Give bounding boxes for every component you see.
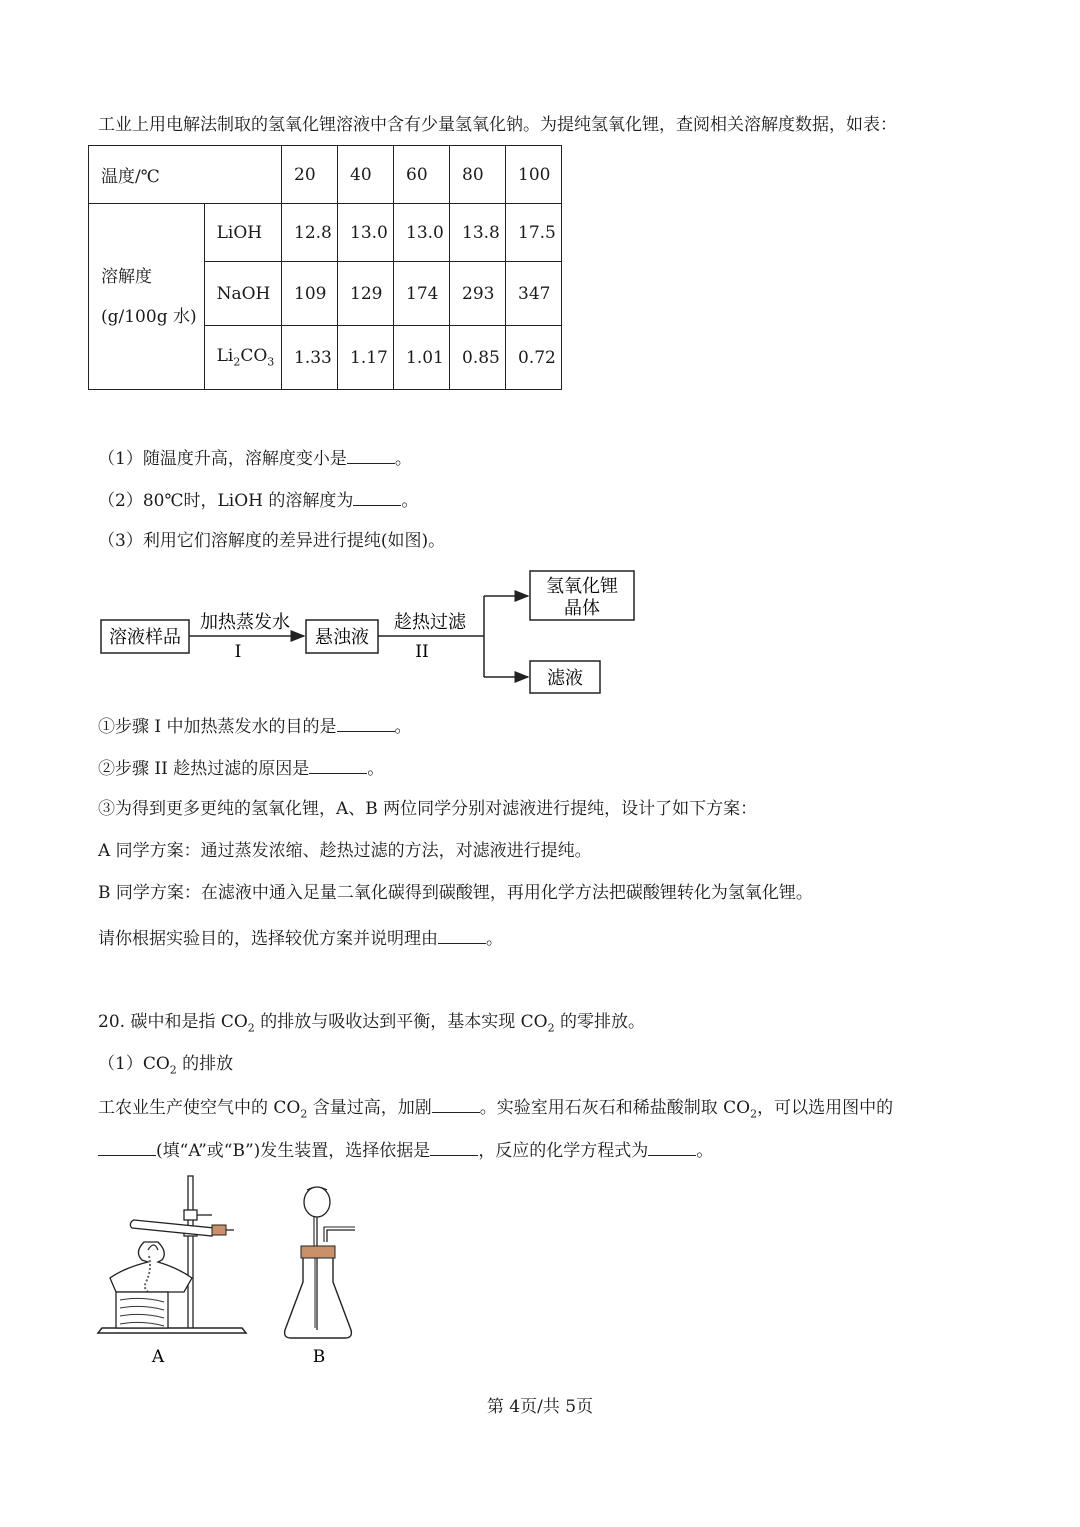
purification-flow-diagram <box>0 560 700 705</box>
answer-blank[interactable] <box>430 1137 478 1156</box>
answer-blank[interactable] <box>347 445 395 464</box>
question-3: （3）利用它们溶解度的差异进行提纯(如图)。 <box>98 531 446 551</box>
paragraph-1: 工农业生产使空气中的 $CO_2$ 含量过高，加剧 。实验室用石灰石和稀盐酸制取 $CO_2$，可以选用图中的 <box>98 1094 893 1126</box>
table-cell: 174 <box>394 262 450 326</box>
flow-step1-label: 加热蒸发水 <box>200 612 290 633</box>
solubility-label-line2: (g/100g 水) <box>101 306 197 327</box>
choose-plan: 请你根据实验目的，选择较优方案并说明理由 。 <box>98 925 503 951</box>
table-cell: 0.85 <box>450 326 506 390</box>
table-cell: 13.0 <box>394 204 450 262</box>
temp-cell: 100 <box>506 146 562 204</box>
table-cell: 1.01 <box>394 326 450 390</box>
substance-name: $Li_2CO_3$ <box>204 326 281 390</box>
flow-box-crystal-line1: 氢氧化锂 <box>546 576 618 597</box>
answer-blank[interactable] <box>353 487 401 506</box>
table-cell: 347 <box>506 262 562 326</box>
intro-text: 工业上用电解法制取的氢氧化锂溶液中含有少量氢氧化钠。为提纯氢氧化锂，查阅相关溶解度数据，如表： <box>98 115 897 135</box>
table-cell: 13.8 <box>450 204 506 262</box>
substance-name: NaOH <box>204 262 281 326</box>
flow-step2-num: II <box>415 642 429 662</box>
answer-blank[interactable] <box>438 925 486 944</box>
answer-blank[interactable] <box>648 1137 696 1156</box>
table-cell: 12.8 <box>282 204 338 262</box>
temp-cell: 60 <box>394 146 450 204</box>
paragraph-2: (填“A”或“B”)发生装置，选择依据是 ，反应的化学方程式为 。 <box>98 1137 713 1163</box>
solubility-label-line1: 溶解度 <box>101 266 152 287</box>
sub-question-3: ③为得到更多更纯的氢氧化锂，A、B 两位同学分别对滤液进行提纯，设计了如下方案： <box>98 799 758 819</box>
apparatus-a-image <box>96 1170 256 1370</box>
flow-box-suspension-label: 悬浊液 <box>315 627 369 648</box>
apparatus-b-label: B <box>312 1347 326 1367</box>
apparatus-b-image <box>275 1180 370 1370</box>
flow-box-sample-label: 溶液样品 <box>109 627 181 648</box>
table-cell: 129 <box>338 262 394 326</box>
flow-step1-num: I <box>234 642 242 662</box>
sub-question-2: ②步骤 II 趁热过滤的原因是 。 <box>98 755 384 781</box>
plan-a: A 同学方案：通过蒸发浓缩、趁热过滤的方法，对滤液进行提纯。 <box>98 841 592 861</box>
question-20-1: $(1)CO_2$ 的排放 <box>98 1054 234 1077</box>
table-cell: 1.17 <box>338 326 394 390</box>
table-cell: 1.33 <box>282 326 338 390</box>
table-cell: 13.0 <box>338 204 394 262</box>
question-1: （1）随温度升高，溶解度变小是 。 <box>98 445 412 471</box>
answer-blank[interactable] <box>309 755 367 774</box>
table-cell: 109 <box>282 262 338 326</box>
answer-blank[interactable] <box>337 713 395 732</box>
question-2: （2）80℃时，LiOH 的溶解度为 。 <box>98 487 418 513</box>
solubility-label <box>89 204 205 390</box>
sub-question-1: ①步骤 I 中加热蒸发水的目的是 。 <box>98 713 412 739</box>
answer-blank[interactable] <box>98 1137 156 1156</box>
answer-blank[interactable] <box>432 1094 480 1113</box>
solubility-table <box>88 145 562 390</box>
table-cell: 293 <box>450 262 506 326</box>
table-cell: 0.72 <box>506 326 562 390</box>
substance-name: LiOH <box>204 204 281 262</box>
flow-step2-label: 趁热过滤 <box>394 612 466 633</box>
temp-cell: 80 <box>450 146 506 204</box>
question-20: 20. 碳中和是指 $CO_2$ 的排放与吸收达到平衡，基本实现 $CO_2$ 的零排放。 <box>98 1012 645 1035</box>
flow-box-crystal-line2: 晶体 <box>564 598 600 619</box>
apparatus-a-label: A <box>151 1347 165 1367</box>
temp-cell: 20 <box>282 146 338 204</box>
page-number: 第 4页/共 5页 <box>486 1397 594 1417</box>
plan-b: B 同学方案：在滤液中通入足量二氧化碳得到碳酸锂，再用化学方法把碳酸锂转化为氢氧化锂。 <box>98 883 813 903</box>
table-cell: 17.5 <box>506 204 562 262</box>
flow-box-filtrate-label: 滤液 <box>547 668 583 689</box>
temp-cell: 40 <box>338 146 394 204</box>
temp-header: 温度/℃ <box>89 146 282 204</box>
